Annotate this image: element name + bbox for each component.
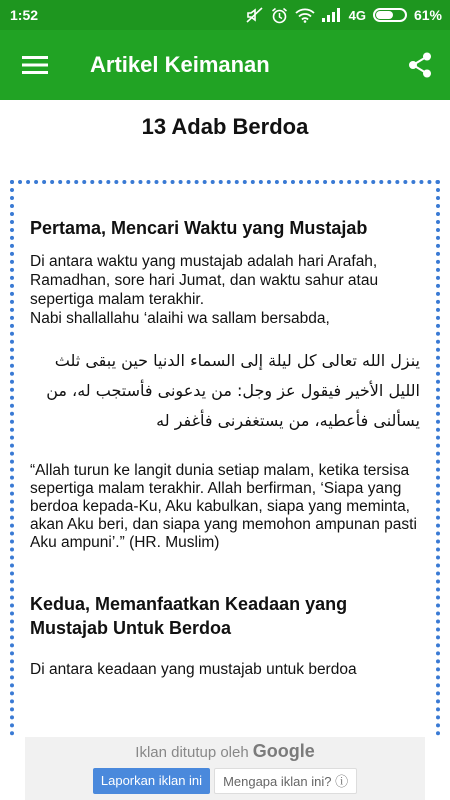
ad-closed-text: Iklan ditutup oleh xyxy=(135,744,249,761)
article-title: 13 Adab Berdoa xyxy=(141,114,309,139)
section-1-paragraph-2: Nabi shallallahu ‘alaihi wa sallam bersabda, xyxy=(30,310,330,327)
status-bar xyxy=(0,0,450,30)
section-1-paragraph: Di antara waktu yang mustajab adalah hari Arafah, Ramadhan, sore hari Jumat, dan waktu sahur atau sepertiga malam terakhir. xyxy=(30,253,379,308)
article-content[interactable] xyxy=(0,100,450,737)
info-icon: ⓘ xyxy=(335,774,349,789)
report-ad-button[interactable]: Laporkan iklan ini xyxy=(93,768,210,794)
ad-banner xyxy=(25,737,425,800)
network-type: 4G xyxy=(348,7,366,23)
hadith-arabic-text: ينزل الله تعالى كل ليلة إلى السماء الدنيا حين يبقى ثلث الليل الأخير فيقول عز وجل: من يدعونى فأستجب له، من يسألنى فأعطيه، من يستغفرنى فأغفر له xyxy=(46,351,420,430)
ad-closed-notice xyxy=(25,741,425,761)
hadith-translation: “Allah turun ke langit dunia setiap malam, ketika tersisa sepertiga malam terakhir. Allah berfirman, ‘Siapa yang berdoa kepada-Ku, Aku kabulkan, siapa yang meminta, akan Aku beri, dan siapa yang memohon ampunan pasti Aku ampuni’.” (HR. Muslim) xyxy=(30,462,417,551)
mute-icon xyxy=(246,7,264,23)
why-this-ad-button[interactable] xyxy=(214,768,357,794)
battery-level xyxy=(376,11,393,19)
status-icons xyxy=(246,7,442,24)
wifi-icon xyxy=(295,8,315,23)
battery-icon xyxy=(373,8,407,22)
ad-buttons xyxy=(25,768,425,794)
article-box xyxy=(10,180,440,737)
share-icon[interactable] xyxy=(390,30,450,100)
google-logo: Google xyxy=(252,741,315,761)
signal-icon xyxy=(322,8,342,22)
battery-percent: 61% xyxy=(413,7,442,23)
hamburger-menu-icon[interactable] xyxy=(0,30,70,100)
section-heading-1: Pertama, Mencari Waktu yang Mustajab xyxy=(30,218,368,238)
alarm-icon xyxy=(271,7,288,24)
app-bar xyxy=(0,30,450,100)
why-this-ad-label: Mengapa iklan ini? xyxy=(223,774,332,789)
section-2-paragraph: Di antara keadaan yang mustajab untuk berdoa xyxy=(30,661,357,678)
status-time: 1:52 xyxy=(10,7,39,23)
app-title: Artikel Keimanan xyxy=(90,52,270,77)
section-heading-2: Kedua, Memanfaatkan Keadaan yang Mustajab Untuk Berdoa xyxy=(30,594,348,638)
